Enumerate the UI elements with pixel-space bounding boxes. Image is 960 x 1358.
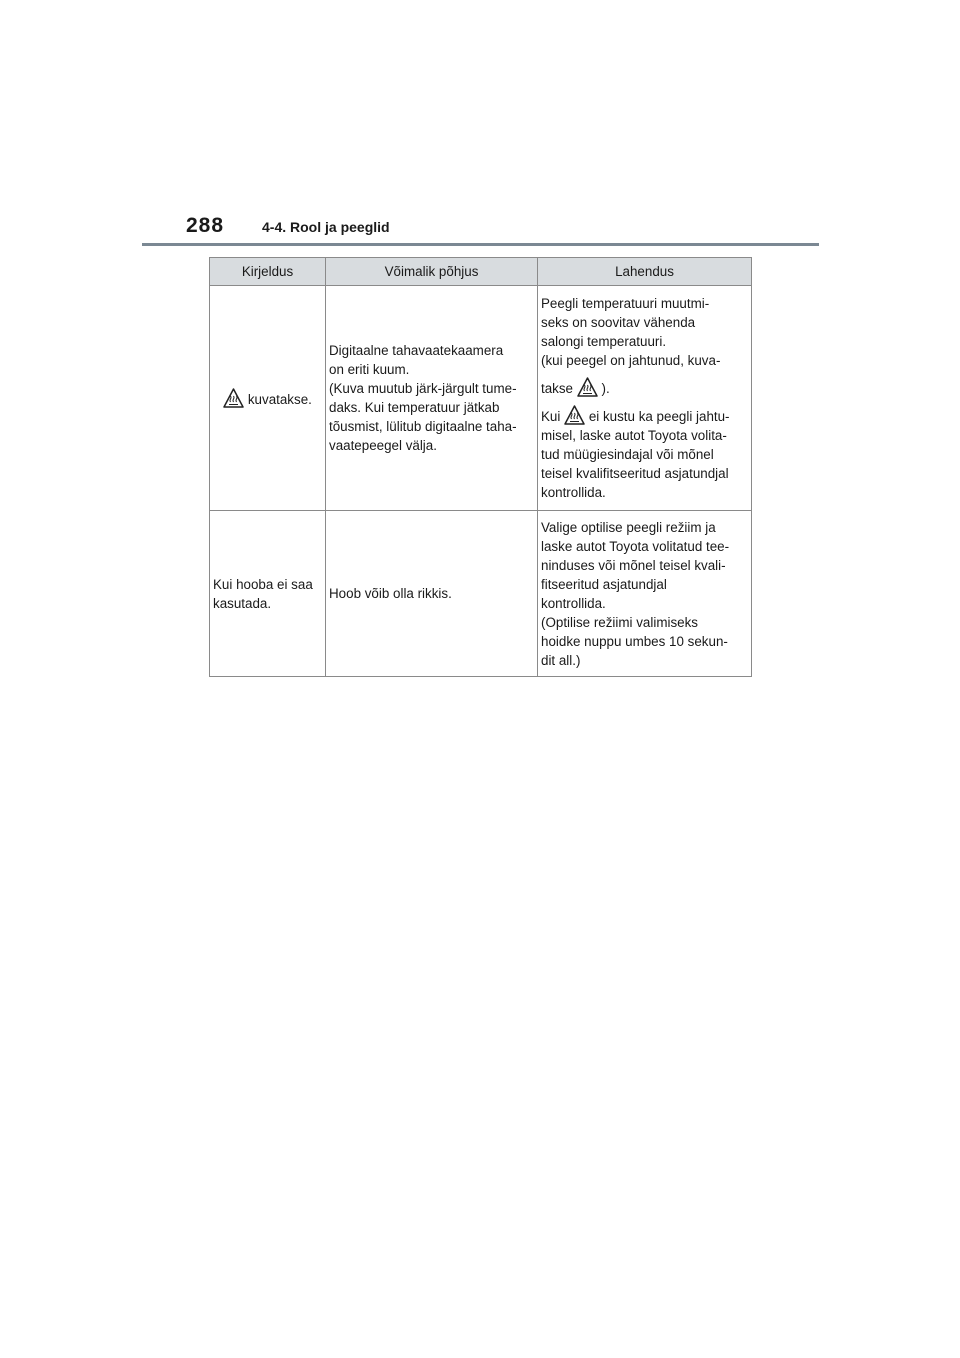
solution-line: tud müügiesindajal või mõnel — [541, 447, 714, 462]
solution-line: dit all.) — [541, 652, 581, 668]
solution-line: hoidke nuppu umbes 10 sekun- — [541, 633, 728, 649]
solution-line: laske autot Toyota volitatud tee- — [541, 538, 730, 554]
mirror-heat-warning-icon — [223, 388, 244, 408]
solution-takse-end: ). — [601, 381, 610, 396]
solution-line: misel, laske autot Toyota volita- — [541, 428, 727, 443]
solution-line-with-icon — [541, 405, 748, 426]
solution-line-with-icon — [541, 377, 748, 398]
solution-line: Valige optilise peegli režiim ja — [541, 519, 716, 535]
cause-cell — [326, 286, 538, 511]
column-header-lahendus: Lahendus — [538, 258, 752, 286]
cause-line: tõusmist, lülitub digitaalne taha- — [329, 419, 517, 434]
cause-line: Hoob võib olla rikkis. — [329, 586, 452, 601]
solution-line: (Optilise režiimi valimiseks — [541, 614, 698, 630]
page-number: 288 — [186, 214, 225, 237]
description-cell — [210, 511, 326, 677]
solution-line: (kui peegel on jahtunud, kuva- — [541, 353, 721, 368]
solution-line: Peegli temperatuuri muutmi- — [541, 296, 710, 311]
solution-line: seks on soovitav vähenda — [541, 315, 696, 330]
solution-kui: Kui — [541, 409, 561, 424]
solution-cell — [538, 511, 752, 677]
description-cell — [210, 286, 326, 511]
mirror-heat-warning-icon — [577, 377, 598, 397]
mirror-heat-warning-icon — [564, 405, 585, 425]
table-row — [210, 286, 752, 511]
solution-line: fitseeritud asjatundjal — [541, 576, 667, 592]
description-line: Kui hooba ei saa — [213, 576, 313, 592]
cause-line: Digitaalne tahavaatekaamera — [329, 343, 504, 358]
table-row — [210, 511, 752, 677]
solution-line: kontrollida. — [541, 485, 606, 500]
column-header-pohjus: Võimalik põhjus — [326, 258, 538, 286]
solution-line: salongi temperatuuri. — [541, 334, 667, 349]
troubleshooting-table — [209, 257, 752, 677]
cause-line: on eriti kuum. — [329, 362, 410, 377]
solution-line: teisel kvalifitseeritud asjatundjal — [541, 466, 729, 481]
cause-line: (Kuva muutub järk-järgult tume- — [329, 381, 517, 396]
description-line: kasutada. — [213, 595, 272, 611]
solution-cell — [538, 286, 752, 511]
table-header-row — [210, 258, 752, 286]
solution-kui-rest: ei kustu ka peegli jahtu- — [588, 409, 730, 424]
section-title: 4-4. Rool ja peeglid — [262, 219, 390, 235]
header-rule — [142, 243, 819, 246]
solution-line: kontrollida. — [541, 595, 606, 611]
cause-line: daks. Kui temperatuur jätkab — [329, 400, 500, 415]
solution-line: ninduses või mõnel teisel kvali- — [541, 557, 726, 573]
column-header-kirjeldus: Kirjeldus — [210, 258, 326, 286]
solution-takse: takse — [541, 381, 574, 396]
description-text: kuvatakse. — [247, 391, 312, 407]
cause-line: vaatepeegel välja. — [329, 438, 437, 453]
cause-cell — [326, 511, 538, 677]
